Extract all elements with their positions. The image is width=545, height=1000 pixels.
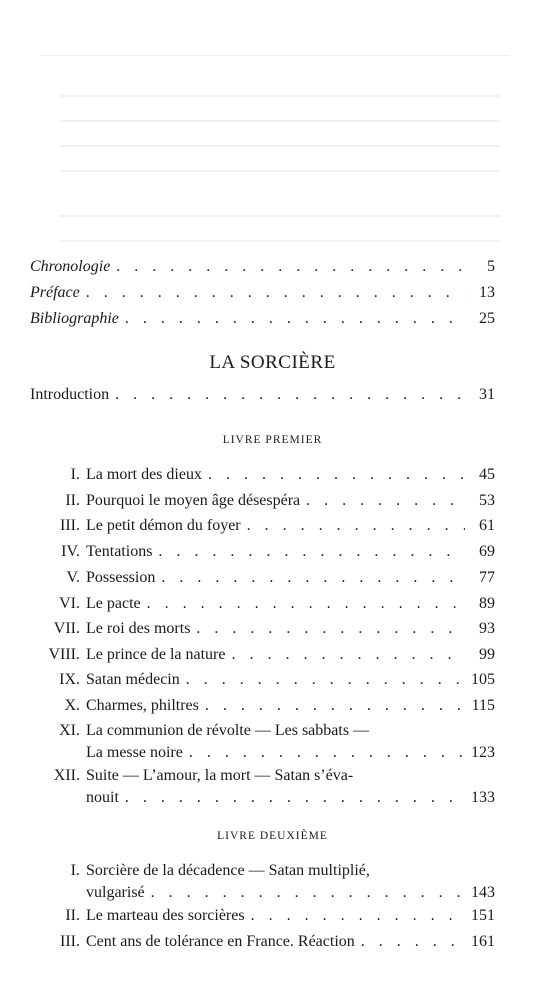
chapter-number: III. xyxy=(60,933,80,950)
leader-dots xyxy=(186,669,465,691)
chapter-title: Le prince de la nature xyxy=(86,646,226,663)
toc-chapter[interactable] xyxy=(20,860,495,904)
chapter-title-continued: vulgarisé xyxy=(86,884,145,901)
chapter-number: VI. xyxy=(59,595,80,612)
toc-chapter[interactable] xyxy=(20,720,495,764)
chapter-number: VII. xyxy=(53,620,80,637)
leader-dots xyxy=(115,386,465,404)
chapter-title: La mort des dieux xyxy=(86,466,202,483)
leader-dots xyxy=(208,464,465,486)
chapter-number: V. xyxy=(66,569,80,586)
leader-dots xyxy=(205,695,465,717)
chapter-number: IV. xyxy=(61,543,80,560)
chapter-title: Tentations xyxy=(86,543,153,560)
leader-dots xyxy=(116,258,465,276)
toc-entry-preface[interactable] xyxy=(30,284,495,306)
part-title: LA SORCIÈRE xyxy=(209,352,336,373)
chapter-title: La communion de révolte — Les sabbats — xyxy=(86,722,370,739)
leader-dots xyxy=(196,618,465,640)
leader-dots xyxy=(251,905,465,927)
toc-chapter[interactable] xyxy=(20,618,495,640)
chapter-page: 45 xyxy=(479,466,495,483)
toc-chapter[interactable] xyxy=(20,464,495,486)
leader-dots xyxy=(247,515,465,537)
chapter-title-continued: La messe noire xyxy=(86,744,183,761)
leader-dots xyxy=(361,931,465,953)
toc-chapter[interactable] xyxy=(20,541,495,563)
chapter-title: Suite — L’amour, la mort — Satan s’éva- xyxy=(86,767,354,784)
toc-chapter[interactable] xyxy=(20,567,495,589)
chapter-number: XII. xyxy=(53,767,80,784)
chapter-title: Possession xyxy=(86,569,156,586)
toc-chapter[interactable] xyxy=(20,695,495,717)
chapter-page: 115 xyxy=(471,697,495,714)
toc-chapter[interactable] xyxy=(20,515,495,537)
chapter-title: Le roi des morts xyxy=(86,620,191,637)
toc-chapter[interactable] xyxy=(20,593,495,615)
toc-entry-bibliographie[interactable] xyxy=(30,310,495,332)
leader-dots xyxy=(125,787,465,809)
leader-dots xyxy=(306,490,465,512)
entry-page: 5 xyxy=(487,258,495,275)
chapter-title: Charmes, philtres xyxy=(86,697,199,714)
chapter-title: Satan médecin xyxy=(86,671,180,688)
chapter-page: 89 xyxy=(479,595,495,612)
chapter-page: 161 xyxy=(471,933,495,950)
entry-label: Préface xyxy=(30,284,80,301)
chapter-page: 143 xyxy=(471,884,495,901)
toc-chapter[interactable] xyxy=(20,931,495,953)
leader-dots xyxy=(86,284,465,302)
chapter-page: 93 xyxy=(479,620,495,637)
livre-premier-heading: LIVRE PREMIER xyxy=(222,434,323,446)
leader-dots xyxy=(189,742,465,764)
chapter-page: 53 xyxy=(479,492,495,509)
leader-dots xyxy=(147,593,465,615)
entry-page: 25 xyxy=(479,310,495,327)
chapter-page: 99 xyxy=(479,646,495,663)
toc-entry-chronologie[interactable] xyxy=(30,258,495,280)
toc-chapter[interactable] xyxy=(20,644,495,666)
chapter-page: 151 xyxy=(471,907,495,924)
chapter-title: Cent ans de tolérance en France. Réaction xyxy=(86,933,355,950)
chapter-number: III. xyxy=(60,517,80,534)
livre-deuxieme-heading: LIVRE DEUXIÈME xyxy=(217,830,328,842)
entry-label: Introduction xyxy=(30,386,110,403)
chapter-title: Sorcière de la décadence — Satan multiplié, xyxy=(86,862,370,879)
chapter-number: II. xyxy=(65,907,80,924)
toc-chapter[interactable] xyxy=(20,905,495,927)
entry-page: 13 xyxy=(479,284,495,301)
chapter-page: 123 xyxy=(471,744,495,761)
entry-label: Chronologie xyxy=(30,258,111,275)
chapter-page: 61 xyxy=(479,517,495,534)
toc-entry-introduction[interactable] xyxy=(30,386,495,408)
chapter-number: IX. xyxy=(59,671,80,688)
entry-page: 31 xyxy=(479,386,495,403)
leader-dots xyxy=(231,644,465,666)
toc-chapter[interactable] xyxy=(20,490,495,512)
chapter-title: Pourquoi le moyen âge désespéra xyxy=(86,492,301,509)
chapter-number: X. xyxy=(64,697,80,714)
chapter-page: 77 xyxy=(479,569,495,586)
leader-dots xyxy=(158,541,465,563)
chapter-number: XI. xyxy=(59,722,80,739)
toc-chapter[interactable] xyxy=(20,765,495,809)
leader-dots xyxy=(125,310,465,328)
chapter-number: I. xyxy=(70,862,80,879)
leader-dots xyxy=(161,567,465,589)
chapter-title: Le petit démon du foyer xyxy=(86,517,241,534)
chapter-title: Le marteau des sorcières xyxy=(86,907,245,924)
toc-chapter[interactable] xyxy=(20,669,495,691)
leader-dots xyxy=(151,882,465,904)
chapter-number: VIII. xyxy=(48,646,80,663)
chapter-page: 133 xyxy=(471,789,495,806)
chapter-title-continued: nouit xyxy=(86,789,119,806)
chapter-number: I. xyxy=(70,466,80,483)
chapter-page: 105 xyxy=(471,671,495,688)
chapter-number: II. xyxy=(65,492,80,509)
chapter-page: 69 xyxy=(479,543,495,560)
chapter-title: Le pacte xyxy=(86,595,141,612)
entry-label: Bibliographie xyxy=(30,310,119,327)
